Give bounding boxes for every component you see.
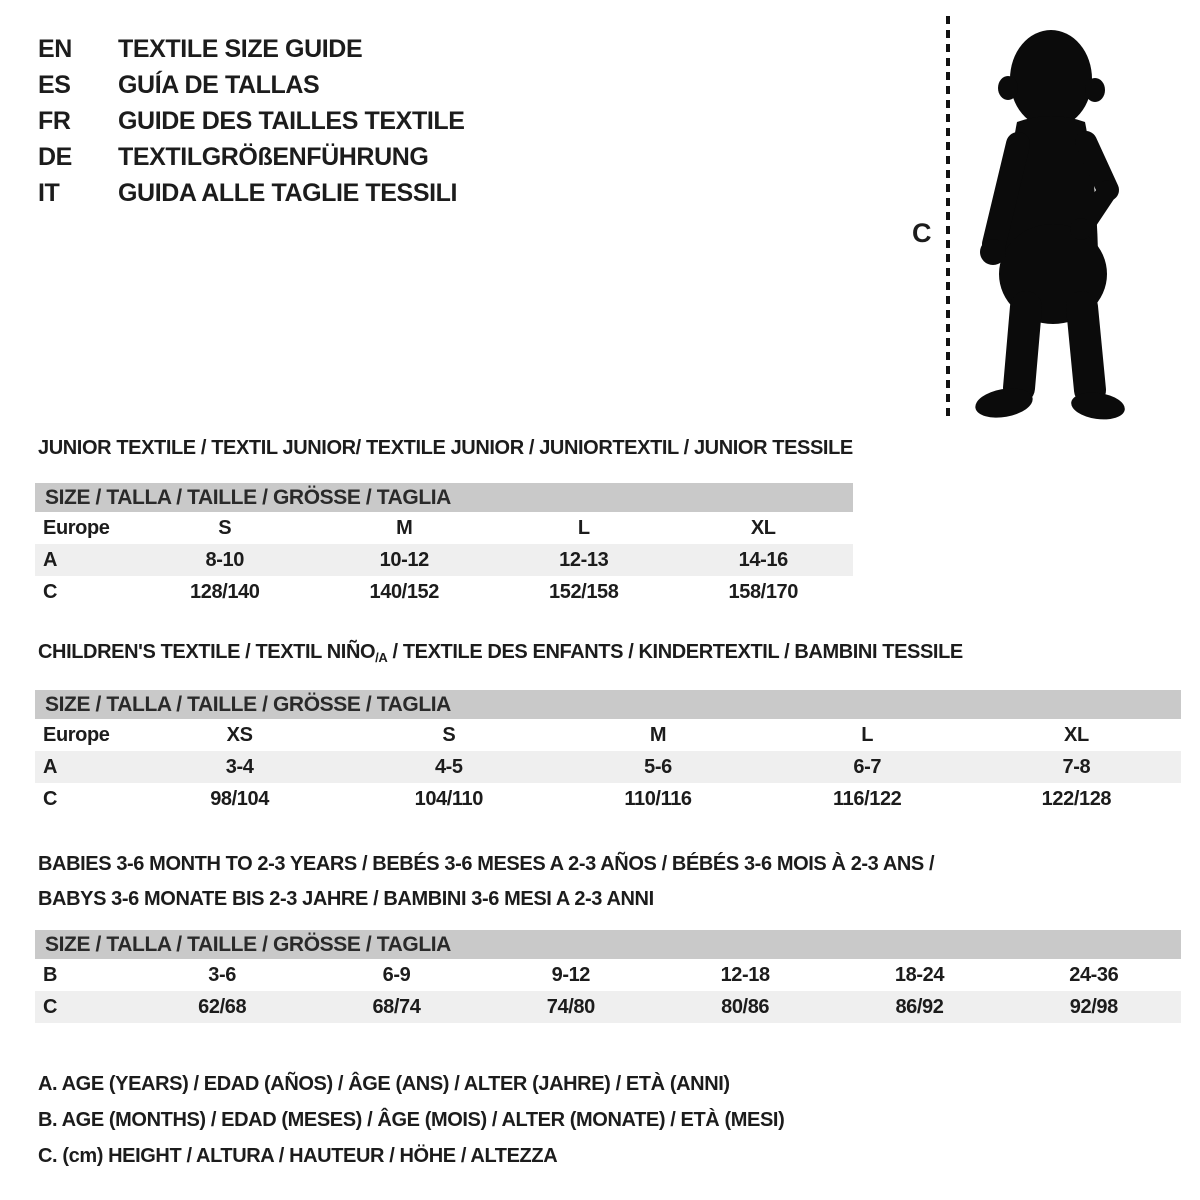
row-label: C (43, 996, 58, 1018)
row-label: Europe (43, 517, 110, 539)
height-cell: 74/80 (546, 996, 595, 1018)
row-label: C (43, 581, 58, 603)
height-cell: 86/92 (895, 996, 944, 1018)
height-cell: 116/122 (833, 788, 902, 810)
table-row-height (35, 783, 1181, 815)
table-row-height (35, 576, 853, 608)
age-cell: 8-10 (205, 549, 244, 571)
months-cell: 12-18 (720, 964, 770, 986)
size-cell: XL (1064, 724, 1089, 746)
height-cell: 68/74 (372, 996, 421, 1018)
months-cell: 6-9 (382, 964, 411, 986)
age-cell: 5-6 (644, 756, 672, 778)
row-label: A (43, 756, 58, 778)
age-cell: 10-12 (379, 549, 429, 571)
children-title-subscript: /A (375, 650, 388, 665)
toddler-silhouette-icon (962, 22, 1139, 420)
table-row-europe (35, 719, 1181, 751)
size-cell: M (649, 724, 667, 746)
size-cell: XL (750, 517, 776, 539)
children-section-title (38, 640, 963, 670)
row-label: C (43, 788, 58, 810)
size-table-header: SIZE / TALLA / TAILLE / GRÖSSE / TAGLIA (35, 483, 853, 512)
children-size-table (35, 690, 1181, 815)
height-cell: 92/98 (1069, 996, 1118, 1018)
size-cell: M (396, 517, 413, 539)
height-cell: 80/86 (721, 996, 770, 1018)
months-cell: 3-6 (208, 964, 237, 986)
babies-title-line1: BABIES 3-6 MONTH TO 2-3 YEARS / BEBÉS 3-6 MESES A 2-3 AÑOS / BÉBÉS 3-6 MOIS À 2-3 ANS / (38, 853, 935, 875)
size-cell: L (861, 724, 874, 746)
table-row-age (35, 751, 1181, 783)
language-code: EN (38, 35, 72, 63)
children-title-suffix: / TEXTILE DES ENFANTS / KINDERTEXTIL / BAMBINI TESSILE (387, 641, 963, 663)
size-table-header: SIZE / TALLA / TAILLE / GRÖSSE / TAGLIA (35, 690, 1181, 719)
height-cell: 104/110 (414, 788, 483, 810)
guide-title-fr: GUIDE DES TAILLES TEXTILE (118, 107, 465, 135)
row-label: A (43, 549, 58, 571)
age-cell: 6-7 (853, 756, 882, 778)
table-row-months (35, 959, 1181, 991)
age-cell: 7-8 (1062, 756, 1091, 778)
size-cell: XS (226, 724, 253, 746)
babies-section-title (38, 847, 934, 917)
table-row-europe (35, 512, 853, 544)
language-row (38, 103, 465, 139)
age-cell: 12-13 (559, 549, 609, 571)
size-cell: S (442, 724, 456, 746)
height-cell: 128/140 (190, 581, 260, 603)
height-cell: 158/170 (728, 581, 798, 603)
size-cell: L (577, 517, 590, 539)
babies-title-line2: BABYS 3-6 MONATE BIS 2-3 JAHRE / BAMBINI 3-6 MESI A 2-3 ANNI (38, 888, 654, 910)
age-cell: 3-4 (225, 756, 254, 778)
height-cell: 122/128 (1041, 788, 1112, 810)
language-code: IT (38, 179, 60, 207)
legend-age-years: A. AGE (YEARS) / EDAD (AÑOS) / ÂGE (ANS) / ALTER (JAHRE) / ETÀ (ANNI) (38, 1073, 730, 1095)
language-code: FR (38, 107, 71, 135)
language-row (38, 67, 465, 103)
language-code: DE (38, 143, 72, 171)
months-cell: 9-12 (551, 964, 591, 986)
language-code: ES (38, 71, 71, 99)
junior-section-title: JUNIOR TEXTILE / TEXTIL JUNIOR/ TEXTILE JUNIOR / JUNIORTEXTIL / JUNIOR TESSILE (38, 437, 853, 459)
guide-title-de: TEXTILGRÖßENFÜHRUNG (118, 143, 429, 171)
height-dashed-line-icon (944, 16, 952, 416)
months-cell: 24-36 (1069, 964, 1119, 986)
babies-size-table (35, 930, 1181, 1023)
size-cell: S (218, 517, 232, 539)
age-cell: 14-16 (738, 549, 788, 571)
guide-title-it: GUIDA ALLE TAGLIE TESSILI (118, 179, 458, 207)
height-measure-label: C (912, 218, 932, 248)
language-row (38, 175, 465, 211)
height-cell: 140/152 (369, 581, 439, 603)
language-row (38, 31, 465, 67)
size-table-header: SIZE / TALLA / TAILLE / GRÖSSE / TAGLIA (35, 930, 1181, 959)
row-label: Europe (43, 724, 110, 746)
language-row (38, 139, 465, 175)
table-row-height (35, 991, 1181, 1023)
children-title-prefix: CHILDREN'S TEXTILE / TEXTIL NIÑO (38, 641, 376, 663)
junior-size-table (35, 483, 853, 608)
guide-title-en: TEXTILE SIZE GUIDE (118, 35, 363, 63)
guide-title-es: GUÍA DE TALLAS (118, 71, 320, 99)
age-cell: 4-5 (434, 756, 463, 778)
months-cell: 18-24 (894, 964, 945, 986)
measurement-legend (38, 1066, 784, 1174)
height-cell: 110/116 (624, 788, 692, 810)
legend-age-months: B. AGE (MONTHS) / EDAD (MESES) / ÂGE (MOIS) / ALTER (MONATE) / ETÀ (MESI) (38, 1109, 785, 1131)
table-row-age (35, 544, 853, 576)
row-label: B (43, 964, 58, 986)
language-title-block (38, 31, 465, 211)
height-cell: 62/68 (198, 996, 247, 1018)
legend-height-cm: C. (cm) HEIGHT / ALTURA / HAUTEUR / HÖHE / ALTEZZA (38, 1145, 558, 1167)
height-cell: 152/158 (549, 581, 619, 603)
height-cell: 98/104 (210, 788, 269, 810)
